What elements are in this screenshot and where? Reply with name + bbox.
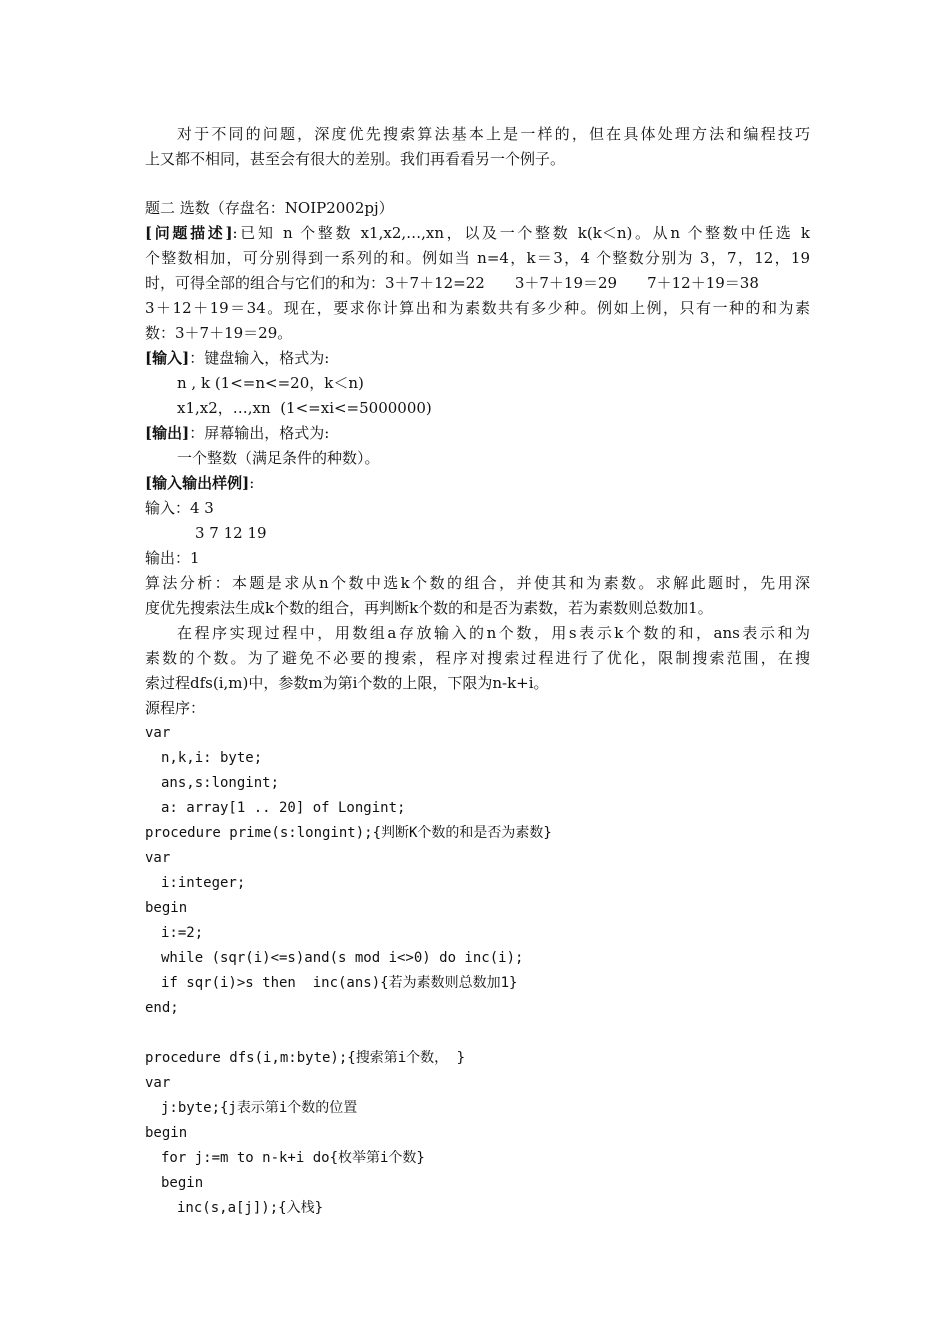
code-line: inc(s,a[j]);{入栈} — [177, 1200, 324, 1216]
input-label: [输入] — [145, 349, 190, 367]
sample-colon: : — [249, 474, 255, 492]
sample-input-2: 3 7 12 19 — [195, 524, 267, 542]
sample-output: 输出：1 — [145, 549, 200, 567]
sample-input-1: 输入：4 3 — [145, 499, 214, 517]
document-page — [145, 122, 810, 1221]
sample-heading — [145, 471, 810, 496]
code-line: procedure prime(s:longint);{判断K个数的和是否为素数} — [145, 825, 552, 841]
code-line: n,k,i: byte; — [161, 750, 263, 766]
problem-desc-line-2: 个整数相加，可分别得到一系列的和。例如当 n=4，k＝3，4 个整数分别为 3，7，12，19 — [145, 249, 810, 267]
code-line: i:integer; — [161, 875, 246, 891]
code-line: if sqr(i)>s then inc(ans){若为素数则总数加1} — [161, 975, 518, 991]
analysis-line-3: 在程序实现过程中，用数组a存放输入的n个数，用s表示k个数的和，ans表示和为 — [177, 624, 810, 642]
problem-title: 题二 选数（存盘名：NOIP2002pj） — [145, 199, 394, 217]
code-line: i:=2; — [161, 925, 204, 941]
source-label: 源程序： — [145, 699, 206, 717]
code-line: begin — [161, 1175, 204, 1191]
problem-desc-line-1 — [145, 221, 810, 246]
problem-desc-line-4: 3＋12＋19＝34。现在，要求你计算出和为素数共有多少种。例如上例，只有一种的和为素 — [145, 299, 810, 317]
code-line: begin — [145, 1125, 188, 1141]
analysis-line-4: 素数的个数。为了避免不必要的搜索，程序对搜索过程进行了优化，限制搜索范围，在搜 — [145, 649, 810, 667]
input-format-2: x1,x2，…,xn (1<=xi<=5000000) — [177, 399, 432, 417]
sample-label: [输入输出样例] — [145, 474, 250, 492]
code-line: var — [145, 1075, 171, 1091]
code-line: end; — [145, 1000, 179, 1016]
problem-desc-label: [问题描述] — [145, 224, 233, 242]
code-line: var — [145, 725, 171, 741]
code-line: begin — [145, 900, 188, 916]
output-heading — [145, 421, 810, 446]
output-format: 一个整数（满足条件的种数）。 — [177, 449, 380, 467]
code-line: for j:=m to n-k+i do{枚举第i个数} — [161, 1150, 425, 1166]
analysis-line-1: 算法分析：本题是求从n个数中选k个数的组合，并使其和为素数。求解此题时，先用深 — [145, 574, 810, 592]
code-line: while (sqr(i)<=s)and(s mod i<>0) do inc(i); — [161, 950, 524, 966]
problem-desc-text: :已知 n 个整数 x1,x2,…,xn，以及一个整数 k(k＜n)。从n 个整数中任选 k — [232, 224, 810, 242]
analysis-line-5: 索过程dfs(i,m)中，参数m为第i个数的上限，下限为n-k+i。 — [145, 674, 549, 692]
analysis-line-2: 度优先搜索法生成k个数的组合，再判断k个数的和是否为素数，若为素数则总数加1。 — [145, 599, 713, 617]
input-format-1: n , k (1<=n<=20，k＜n) — [177, 374, 364, 392]
code-line: ans,s:longint; — [161, 775, 280, 791]
code-blank-line — [145, 1021, 810, 1046]
problem-desc-line-3: 时，可得全部的组合与它们的和为：3＋7＋12=22 3＋7＋19＝29 7＋12＋19＝38 — [145, 274, 759, 292]
output-text: ：屏幕输出，格式为: — [189, 424, 330, 442]
output-label: [输出] — [145, 424, 190, 442]
intro-line-1: 对于不同的问题，深度优先搜索算法基本上是一样的，但在具体处理方法和编程技巧 — [177, 125, 810, 143]
intro-line-2: 上又都不相同，甚至会有很大的差别。我们再看看另一个例子。 — [145, 150, 566, 168]
input-heading — [145, 346, 810, 371]
code-line: var — [145, 850, 171, 866]
code-line: procedure dfs(i,m:byte);{搜索第i个数， } — [145, 1050, 466, 1066]
code-line: a: array[1 .. 20] of Longint; — [161, 800, 406, 816]
code-line: j:byte;{j表示第i个数的位置 — [161, 1100, 358, 1116]
problem-desc-line-5: 数：3＋7＋19＝29。 — [145, 324, 293, 342]
input-text: ：键盘输入，格式为: — [189, 349, 330, 367]
